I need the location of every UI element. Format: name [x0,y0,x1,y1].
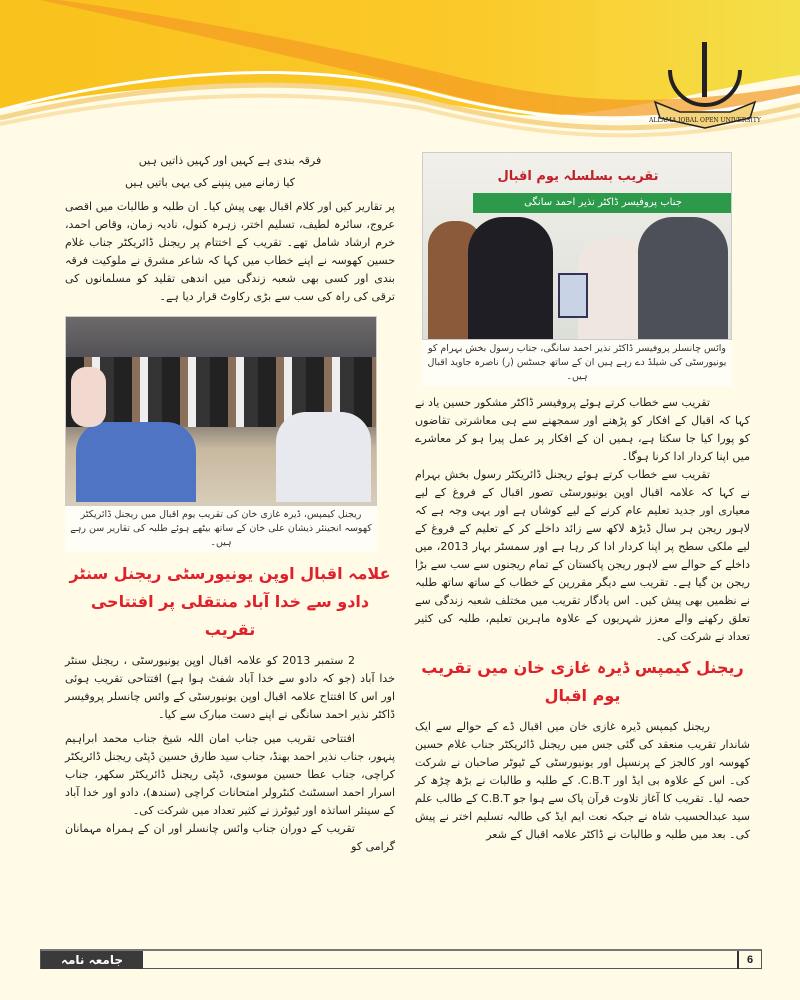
right-column [415,152,750,844]
paragraph-text: تقریب سے خطاب کرتے ہوئے پروفیسر ڈاکٹر مشکور حسین یاد نے کہا کہ اقبال کے افکار کو پڑھنے اور سمجھنے سے ہی معاشرتی تقاضوں کو پورا کیا جا سکتا ہے، ہمیں ان کے افکار پر عمل پیرا ہو کر معاشرے میں اپنا کردار ادا کرنا ہوگا۔ [415,396,750,463]
left-photo-caption: ریجنل کیمپس، ڈیرہ غازی خان کی تقریب یوم اقبال میں ریجنل ڈائریکٹر کھوسہ انجینئر ذیشان علی خان کے ساتھ بیٹھے ہوئے طلبہ کی تقاریر سن رہے ہیں۔ [65,506,377,552]
paragraph-text: افتتاحی تقریب میں جناب امان اللہ شیخ جناب محمد ابراہیم پنہور، جناب نذیر احمد بھنڈ، جناب سید طارق حسین ڈپٹی ریجنل ڈائریکٹر کراچی، جناب عطا حسین موسوی، ڈپٹی ریجنل ڈائریکٹر سکھر، جناب اسرار احمد اسسٹنٹ کنٹرولر امتحانات کراچی (سندھ)، دادو اور خدا آباد کے سینئر اساتذہ اور ٹیوٹرز نے کثیر تعداد میں شرکت کی۔ [65,732,395,817]
left-paragraph-2 [65,652,395,856]
paragraph-text: 2 ستمبر 2013 کو علامہ اقبال اوپن یونیورسٹی ، ریجنل سنٹر خدا آباد (جو کہ دادو سے خدا آباد شفٹ ہوا ہے) افتتاحی تقریب ہوئی اور اس کا افتتاح علامہ اقبال اوپن یونیورسٹی کے وائس چانسلر پروفیسر ڈاکٹر نذیر احمد سانگی نے اپنے دست مبارک سے کیا۔ [65,654,395,721]
left-paragraph-1 [65,198,395,306]
person-2 [468,217,553,340]
right-paragraph-1 [415,394,750,646]
poem [65,150,395,194]
seated-man-white [276,412,371,502]
right-photo-caption: وائس چانسلر پروفیسر ڈاکٹر نذیر احمد سانگی، جناب رسول بخش بہرام کو یونیورسٹی کی شیلڈ دے رہے ہیں ان کے ساتھ جسٹس (ر) ناصرہ جاوید اقبال ہیں۔ [422,340,732,386]
event-audience-photo [65,316,377,506]
right-article-heading: ریجنل کیمپس ڈیرہ غازی خان میں تقریب یوم اقبال [421,658,744,705]
paragraph-text: پر تقاریر کیں اور کلام اقبال بھی پیش کیا۔ ان طلبہ و طالبات میں اقصی عروج، سائرہ لطیف، تسلیم اختر، زہرہ کنول، نادیہ زمان، وقاص احمد، خرم ارشاد شامل تھے۔ تقریب کے اختتام پر ریجنل ڈائریکٹر جناب غلام حسین کھوسہ نے اپنے خطاب میں کہا کہ شاعر مشرق نے ملوکیت فرقہ بندی اور کسی بھی شعبہ زندگی میں اندھی تقلید کو مسلمانوں کی ترقی کی راہ کی سب سے بڑی رکاوٹ قرار دیا ہے۔ [65,200,395,303]
paragraph-text: تقریب کے دوران جناب وائس چانسلر اور ان کے ہمراہ مہمانان گرامی کو [65,822,395,853]
svg-text:ALLAMA IQBAL OPEN UNIVERSITY: ALLAMA IQBAL OPEN UNIVERSITY [649,117,761,124]
poem-line: کیا زمانے میں پنپنے کی یہی باتیں ہیں [125,176,295,189]
newsletter-title: جامعہ نامہ [41,951,143,969]
page-number: 6 [737,951,761,969]
seated-man-blue [76,422,196,502]
university-logo [645,40,765,135]
paragraph-text: تقریب سے خطاب کرتے ہوئے ریجنل ڈائریکٹر رسول بخش بہرام نے کہا کہ علامہ اقبال اوپن یونیورسٹی تصور اقبال کے فروغ کے لیے معیاری اور جدید تعلیم عام کرنے کے لیے کوشاں ہے اور یہی وجہ ہے کہ لاہور ریجن ہر سال ڈیڑھ لاکھ سے زائد داخلے کر کے تعلیم کے فروغ کے لیے ملکی سطح پر اپنا کردار ادا کر رہا ہے اور سمسٹر بہار 2013، میں داخلے کے حوالے سے لاہور ریجن پاکستان کے تمام ریجنوں سے سب سے بڑا ریجن بن گیا ہے۔ تقریب سے دیگر مقررین کے خطاب کے ساتھ ساتھ طلبہ نے نظمیں بھی پیش کیں۔ اس یادگار تقریب میں مختلف شعبہ زندگی سے تعلق رکھنے والے معزز شہریوں کے علاوہ ماہرین تعلیم، طلبہ کی کثیر تعداد نے شرکت کی۔ [415,468,750,643]
shield-award [558,273,588,318]
person-4 [638,217,728,340]
left-column [65,150,395,856]
photo-banner-text: تقریب بسلسلہ یوم اقبال [497,169,659,184]
shield-ceremony-photo [422,152,732,340]
right-paragraph-2 [415,718,750,844]
left-article-heading: علامہ اقبال اوپن یونیورسٹی ریجنل سنٹر دادو سے خدا آباد منتقلی پر افتتاحی تقریب [69,564,391,639]
photo-banner-green: جناب پروفیسر ڈاکٹر نذیر احمد سانگی [473,193,732,213]
poem-line: فرقہ بندی ہے کہیں اور کہیں ذاتیں ہیں [138,154,322,167]
paragraph-text: ریجنل کیمپس ڈیرہ غازی خان میں اقبال ڈے کے حوالے سے ایک شاندار تقریب منعقد کی گئی جس میں ریجنل ڈائریکٹر جناب غلام حسین کھوسہ اور کالجز کے پرنسپل اور یونیورسٹی کے ٹیوٹر صاحبان نے شرکت کی۔ اس کے علاوہ بی ایڈ اور C.B.T. کے طلبہ و طالبات نے بڑھ چڑھ کر حصہ لیا۔ تقریب کا آغاز تلاوت قرآن پاک سے ہوا جو C.B.T کے طالب علم سید عبدالحسیب شاہ نے جبکہ نعت ایم ایڈ کی طالبہ تسلیم اختر نے پیش کی۔ بعد میں طلبہ و طالبات نے ڈاکٹر علامہ اقبال کے شعر [415,720,750,841]
page-footer [40,949,762,969]
student [71,367,106,427]
